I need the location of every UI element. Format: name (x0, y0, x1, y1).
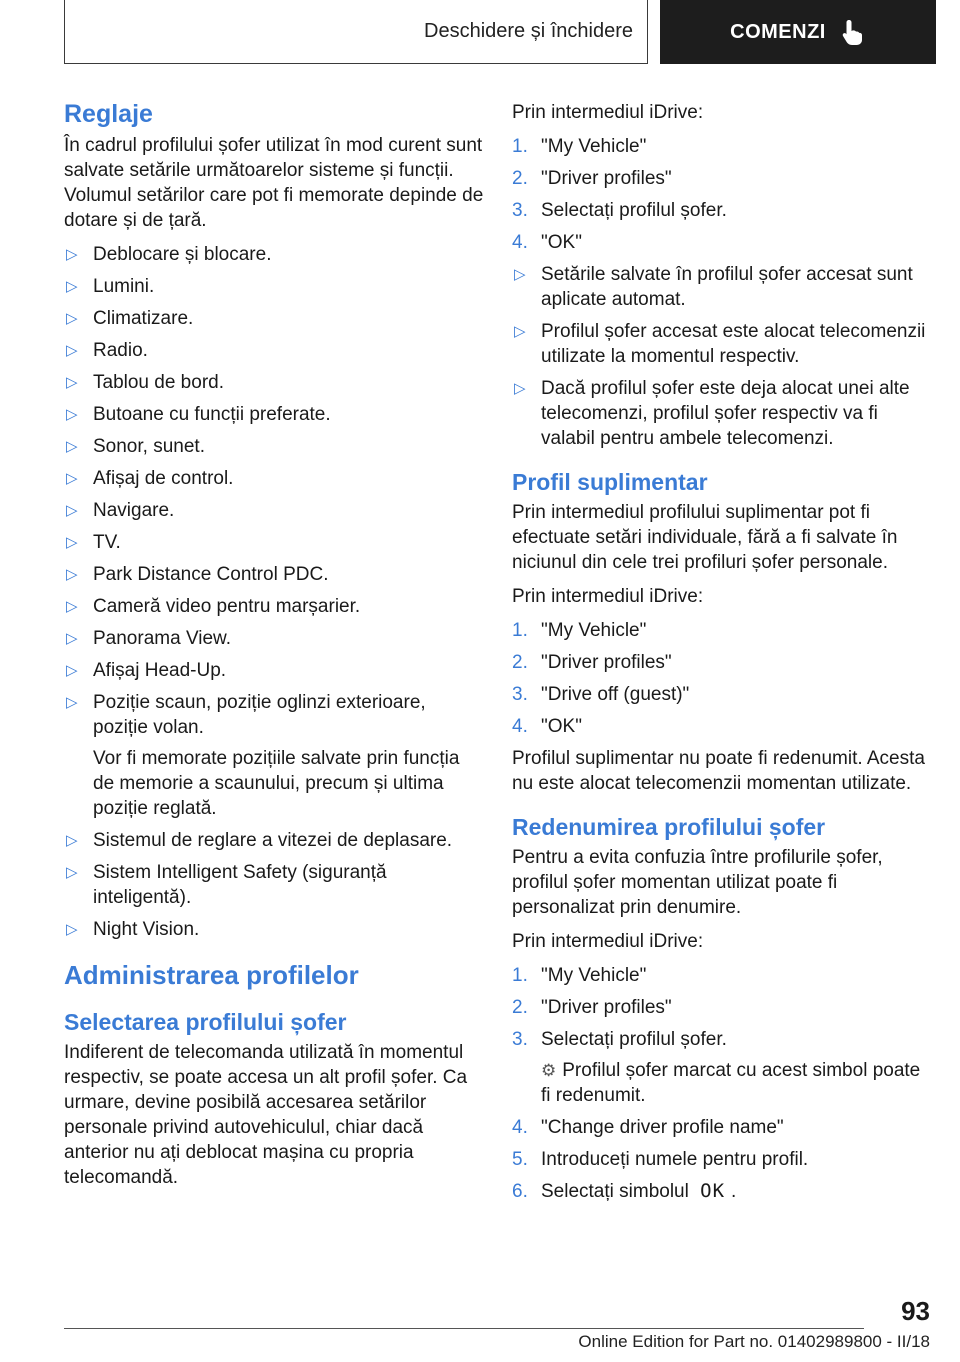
settings-list (64, 242, 484, 942)
list-item: 5. Introduceți numele pentru profil. (512, 1149, 809, 1170)
rename-text: Pentru a evita confuzia între profilurile șofer, profilul șofer momentan utilizat poate fi personalizat prin denumire. (512, 847, 883, 918)
page-number: 93 (901, 1296, 930, 1326)
list-item: ▷ Park Distance Control PDC. (66, 564, 329, 585)
triangle-bullet-icon: ▷ (66, 342, 78, 359)
triangle-bullet-icon: ▷ (66, 438, 78, 455)
triangle-bullet-icon: ▷ (66, 470, 78, 487)
reglaje-intro: În cadrul profilului șofer utilizat în mod curent sunt salvate setările următoarelor sisteme și funcții. Volumul setărilor care pot fi memorate depinde de dotare și de țară. (64, 135, 484, 231)
list-item: ▷ Butoane cu funcții preferate. (66, 404, 331, 425)
steps-list (512, 134, 932, 255)
gear-note: ⚙ Profilul șofer marcat cu acest simbol poate fi redenumit. (541, 1060, 921, 1106)
triangle-bullet-icon: ▷ (66, 310, 78, 327)
list-item: 1. "My Vehicle" (512, 620, 647, 641)
triangle-bullet-icon: ▷ (66, 502, 78, 519)
triangle-bullet-icon: ▷ (66, 832, 78, 849)
right-column (512, 100, 932, 1211)
list-item: ▷ Tablou de bord. (66, 372, 224, 393)
list-item: 2. "Driver profiles" (512, 652, 672, 673)
triangle-bullet-icon: ▷ (66, 694, 78, 711)
profile-notes-list (512, 262, 932, 451)
left-column (64, 100, 484, 1199)
list-item: 4. "OK" (512, 716, 582, 737)
chapter-label: COMENZI (730, 20, 826, 43)
steps-list (512, 618, 932, 739)
list-item: 6. Selectați simbolul OK . (512, 1180, 737, 1202)
list-item: 3. "Drive off (guest)" (512, 684, 690, 705)
profil-note: Profilul suplimentar nu poate fi redenumit. Acesta nu este alocat telecomenzii momentan utilizate. (512, 748, 925, 794)
triangle-bullet-icon: ▷ (66, 864, 78, 881)
footer-divider (64, 1328, 864, 1329)
select-heading: Selectarea profilului șofer (64, 1009, 347, 1035)
triangle-bullet-icon: ▷ (514, 266, 526, 283)
list-item: ▷ Cameră video pentru marșarier. (66, 596, 361, 617)
hand-pointer-icon (840, 18, 866, 46)
idrive-label: Prin intermediul iDrive: (512, 586, 704, 607)
profil-heading: Profil suplimentar (512, 469, 708, 495)
rename-heading: Redenumirea profilului șofer (512, 814, 826, 840)
triangle-bullet-icon: ▷ (66, 662, 78, 679)
list-item: ▷ Dacă profilul șofer este deja alocat unei alte telecomenzi, profilul șofer respectiv va fi valabil pentru ambele telecomenzi. (514, 378, 910, 449)
list-item: 1. "My Vehicle" (512, 965, 647, 986)
list-item: ▷ Sistemul de reglare a vitezei de deplasare. (66, 830, 453, 851)
list-item: ▷ Poziție scaun, poziție oglinzi exterioare, poziție volan. Vor fi memorate pozițiile salvate prin funcția de memorie a scaunului, precum și ultima poziție reglată. (64, 690, 484, 821)
idrive-label: Prin intermediul iDrive: (512, 931, 704, 952)
triangle-bullet-icon: ▷ (66, 406, 78, 423)
select-text: Indiferent de telecomanda utilizată în momentul respectiv, se poate accesa un alt profil șofer. Ca urmare, devine posibilă accesarea setărilor personale privind autovehiculul, chiar dacă anterior nu ați deblocat mașina cu propria telecomandă. (64, 1042, 468, 1188)
triangle-bullet-icon: ▷ (66, 598, 78, 615)
idrive-label: Prin intermediul iDrive: (512, 102, 704, 123)
triangle-bullet-icon: ▷ (66, 534, 78, 551)
chapter-tab (660, 0, 936, 64)
list-item: ▷ Sonor, sunet. (66, 436, 205, 457)
position-note: Vor fi memorate pozițiile salvate prin funcția de memorie a scaunului, precum și ultima poziție reglată. (93, 748, 460, 819)
list-item: ▷ Sistem Intelligent Safety (siguranță inteligentă). (66, 862, 387, 908)
steps-list (512, 963, 932, 1204)
list-item: ▷ Climatizare. (66, 308, 194, 329)
list-item: 2. "Driver profiles" (512, 997, 672, 1018)
ok-symbol-icon: OK (700, 1180, 726, 1202)
page-header (64, 0, 936, 64)
list-item: 3. Selectați profilul șofer. (512, 200, 727, 221)
triangle-bullet-icon: ▷ (66, 630, 78, 647)
list-item: ▷ Setările salvate în profilul șofer accesat sunt aplicate automat. (514, 264, 913, 310)
list-item: ▷ Navigare. (66, 500, 175, 521)
section-title: Deschidere și închidere (64, 0, 648, 64)
list-item: ▷ Panorama View. (66, 628, 232, 649)
list-item: ▷ TV. (66, 532, 121, 553)
list-item: ▷ Profilul șofer accesat este alocat telecomenzii utilizate la momentul respectiv. (514, 321, 926, 367)
list-item: 4. "OK" (512, 232, 582, 253)
list-item: ▷ Radio. (66, 340, 148, 361)
reglaje-heading: Reglaje (64, 100, 153, 128)
triangle-bullet-icon: ▷ (66, 278, 78, 295)
list-item: ▷ Deblocare și blocare. (66, 244, 272, 265)
edition-footer: Online Edition for Part no. 01402989800 - II/18 (578, 1332, 930, 1351)
admin-heading: Administrarea profilelor (64, 960, 359, 990)
triangle-bullet-icon: ▷ (66, 246, 78, 263)
list-item: ▷ Afișaj de control. (66, 468, 234, 489)
list-item: 1. "My Vehicle" (512, 136, 647, 157)
list-item: 4. "Change driver profile name" (512, 1117, 784, 1138)
list-item: 2. "Driver profiles" (512, 168, 672, 189)
list-item: ▷ Lumini. (66, 276, 155, 297)
triangle-bullet-icon: ▷ (514, 380, 526, 397)
triangle-bullet-icon: ▷ (66, 566, 78, 583)
list-item: ▷ Night Vision. (66, 919, 200, 940)
triangle-bullet-icon: ▷ (66, 374, 78, 391)
list-item: 3. Selectați profilul șofer. ⚙ Profilul șofer marcat cu acest simbol poate fi redenumit. (512, 1027, 932, 1108)
triangle-bullet-icon: ▷ (514, 323, 526, 340)
list-item: ▷ Afișaj Head-Up. (66, 660, 227, 681)
gear-icon: ⚙ (541, 1061, 557, 1080)
profil-text: Prin intermediul profilului suplimentar pot fi efectuate setări individuale, fără a fi salvate în niciunul din cele trei profiluri șofer personale. (512, 502, 898, 573)
triangle-bullet-icon: ▷ (66, 921, 78, 938)
